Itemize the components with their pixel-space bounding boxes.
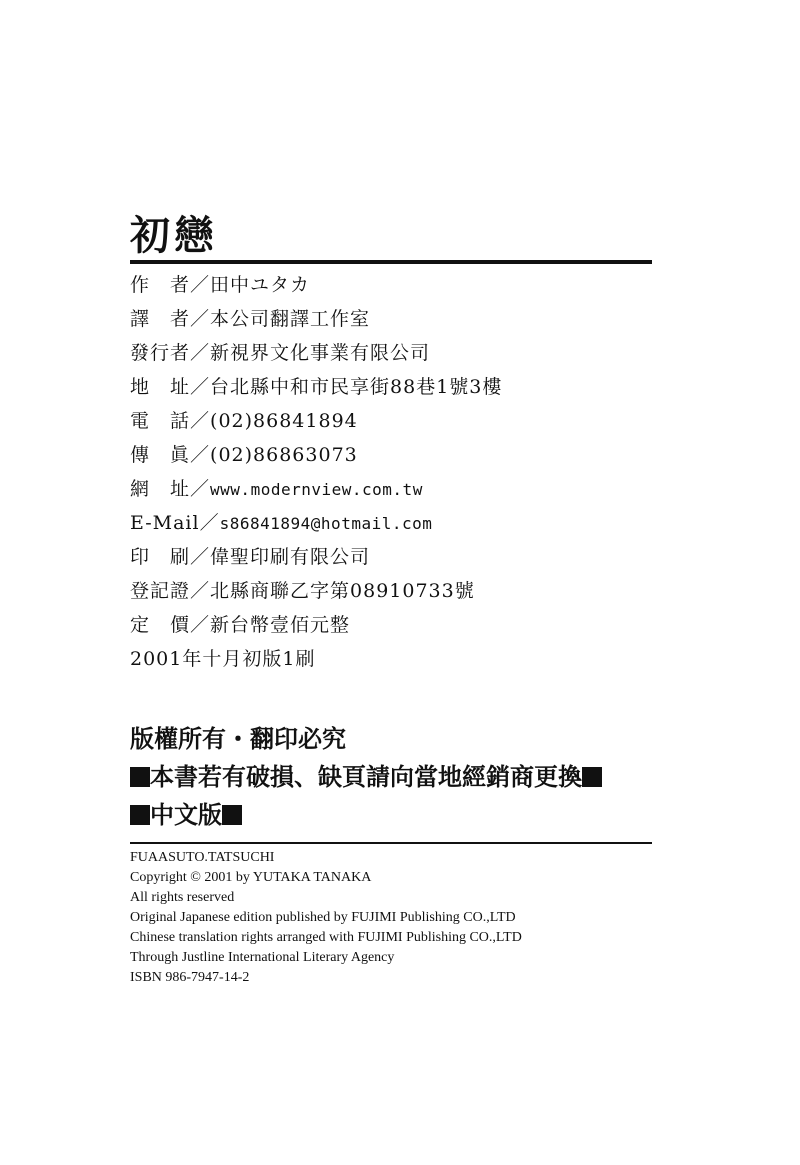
- info-separator: ／: [190, 580, 211, 602]
- info-key: 電 話: [130, 410, 191, 432]
- info-key: 網 址: [130, 478, 191, 500]
- info-separator: ／: [190, 376, 211, 398]
- black-square-icon: [130, 767, 150, 787]
- info-key: E-Mail: [130, 512, 200, 534]
- edition-notice: [130, 798, 652, 832]
- credits-line: ISBN 986-7947-14-2: [130, 970, 250, 985]
- info-row-email: [130, 506, 652, 540]
- info-row-registration: [130, 574, 652, 608]
- edition-date: 2001年十月初版1刷: [130, 648, 316, 670]
- info-key: 定 價: [130, 614, 191, 636]
- info-separator: ／: [190, 308, 211, 330]
- credits-line: Chinese translation rights arranged with FUJIMI Publishing CO.,LTD: [130, 930, 522, 945]
- credits-line: FUAASUTO.TATSUCHI: [130, 850, 275, 865]
- info-value: 新台幣壹佰元整: [210, 614, 351, 636]
- info-row-publisher: [130, 336, 652, 370]
- info-row-phone: [130, 404, 652, 438]
- damage-notice-text: 本書若有破損、缺頁請向當地經銷商更換: [150, 763, 582, 791]
- info-value: 本公司翻譯工作室: [210, 308, 371, 330]
- damage-notice: [130, 760, 652, 794]
- info-value: (02)86863073: [210, 444, 358, 466]
- info-separator: ／: [190, 342, 211, 364]
- info-key: 譯 者: [130, 308, 191, 330]
- info-row-price: [130, 608, 652, 642]
- info-value: 偉聖印刷有限公司: [210, 546, 371, 568]
- info-key: 傳 眞: [130, 444, 191, 466]
- info-separator: ／: [190, 478, 211, 500]
- info-value: (02)86841894: [210, 410, 358, 432]
- info-value: 田中ユタカ: [210, 274, 311, 296]
- email-address[interactable]: s86841894@hotmail.com: [219, 514, 433, 533]
- black-square-icon: [582, 767, 602, 787]
- info-row-website: [130, 472, 652, 506]
- info-value: 台北縣中和市民享街88巷1號3樓: [210, 376, 503, 398]
- publication-info-list: [130, 268, 652, 676]
- info-row-translator: [130, 302, 652, 336]
- info-row-edition-date: [130, 642, 652, 676]
- info-separator: ／: [190, 410, 211, 432]
- info-separator: ／: [190, 444, 211, 466]
- info-row-address: [130, 370, 652, 404]
- credits-line: All rights reserved: [130, 890, 235, 905]
- title-divider: [130, 260, 652, 264]
- credits-divider: [130, 842, 652, 844]
- book-title: 初戀: [130, 212, 218, 259]
- info-separator: ／: [190, 614, 211, 636]
- black-square-icon: [130, 805, 150, 825]
- info-separator: ／: [199, 512, 220, 534]
- credits-line: Original Japanese edition published by FUJIMI Publishing CO.,LTD: [130, 910, 516, 925]
- info-key: 印 刷: [130, 546, 191, 568]
- info-value: 北縣商聯乙字第08910733號: [210, 580, 475, 602]
- info-row-printer: [130, 540, 652, 574]
- black-square-icon: [222, 805, 242, 825]
- info-row-author: [130, 268, 652, 302]
- info-value: 新視界文化事業有限公司: [210, 342, 431, 364]
- edition-notice-text: 中文版: [150, 801, 222, 829]
- credits-list: [130, 848, 522, 988]
- info-key: 作 者: [130, 274, 191, 296]
- website-url[interactable]: www.modernview.com.tw: [210, 480, 423, 499]
- info-key: 發行者: [130, 342, 191, 364]
- info-row-fax: [130, 438, 652, 472]
- rights-notice: 版權所有・翻印必究: [130, 725, 346, 753]
- info-key: 登記證: [130, 580, 191, 602]
- credits-line: Through Justline International Literary Agency: [130, 950, 395, 965]
- info-separator: ／: [190, 546, 211, 568]
- info-separator: ／: [190, 274, 211, 296]
- credits-line: Copyright © 2001 by YUTAKA TANAKA: [130, 870, 372, 885]
- info-key: 地 址: [130, 376, 191, 398]
